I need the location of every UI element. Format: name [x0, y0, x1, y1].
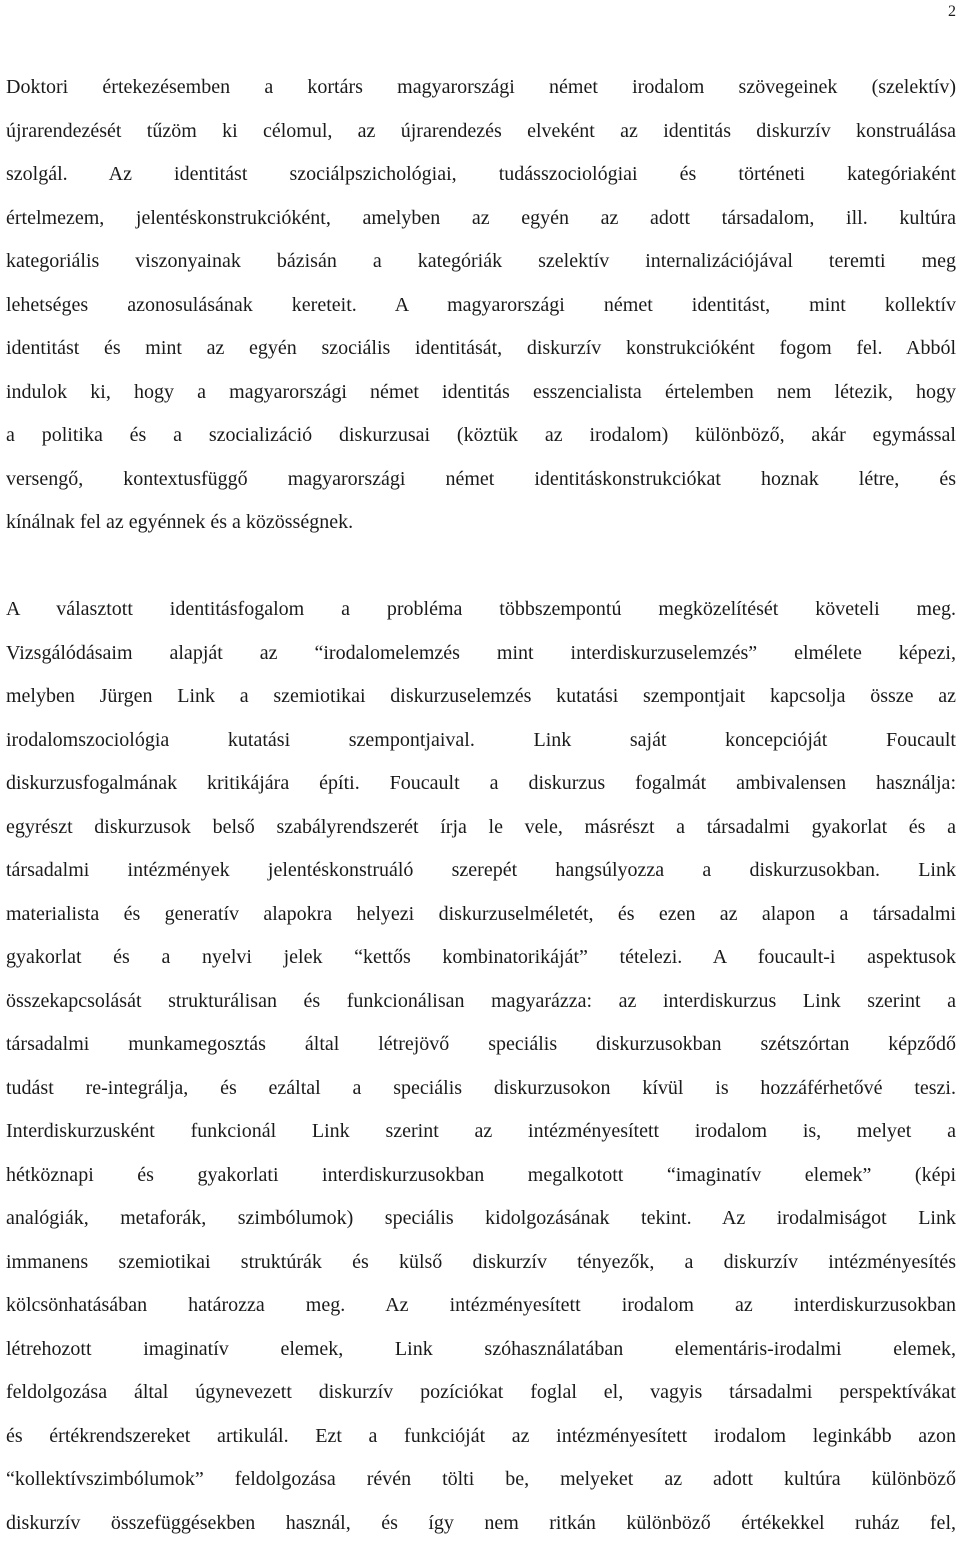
text-line: diskurzív összefüggésekben használ, és így nem ritkán különböző értékekkel ruház fel,	[6, 1502, 956, 1545]
text-line: és értékrendszereket artikulál. Ezt a funkcióját az intézményesített irodalom leginkább azon	[6, 1415, 956, 1459]
text-line: tudást re-integrálja, és ezáltal a speciális diskurzusokon kívül is hozzáférhetővé teszi.	[6, 1067, 956, 1111]
text-line: egyrészt diskurzusok belső szabályrendszerét írja le vele, másrészt a társadalmi gyakorlat és a	[6, 806, 956, 850]
text-line: újrarendezését tűzöm ki célomul, az újrarendezés elveként az identitás diskurzív konstruálása	[6, 110, 956, 154]
text-line: Doktori értekezésemben a kortárs magyarországi német irodalom szövegeinek (szelektív)	[6, 66, 956, 110]
text-line: társadalmi intézmények jelentéskonstruáló szerepét hangsúlyozza a diskurzusokban. Link	[6, 849, 956, 893]
text-line: versengő, kontextusfüggő magyarországi német identitáskonstrukciókat hoznak létre, és	[6, 458, 956, 502]
text-line: kategoriális viszonyainak bázisán a kategóriák szelektív internalizációjával teremti meg	[6, 240, 956, 284]
text-line: A választott identitásfogalom a probléma többszempontú megközelítését követeli meg.	[6, 588, 956, 632]
text-line: indulok ki, hogy a magyarországi német identitás esszencialista értelemben nem létezik, hogy	[6, 371, 956, 415]
text-line: materialista és generatív alapokra helyezi diskurzuselméletét, és ezen az alapon a társadalmi	[6, 893, 956, 937]
text-line: feldolgozása által úgynevezett diskurzív pozíciókat foglal el, vagyis társadalmi perspektívákat	[6, 1371, 956, 1415]
text-line: hétköznapi és gyakorlati interdiskurzusokban megalkotott “imaginatív elemek” (képi	[6, 1154, 956, 1198]
text-line: irodalomszociológia kutatási szempontjaival. Link saját koncepcióját Foucault	[6, 719, 956, 763]
text-line: összekapcsolását strukturálisan és funkcionálisan magyarázza: az interdiskurzus Link szerint a	[6, 980, 956, 1024]
text-line: lehetséges azonosulásának kereteit. A magyarországi német identitást, mint kollektív	[6, 284, 956, 328]
text-line: Vizsgálódásaim alapját az “irodalomelemzés mint interdiskurzuselemzés” elmélete képezi,	[6, 632, 956, 676]
text-line: létrehozott imaginatív elemek, Link szóhasználatában elementáris-irodalmi elemek,	[6, 1328, 956, 1372]
text-line: társadalmi munkamegosztás által létrejövő speciális diskurzusokban szétszórtan képződő	[6, 1023, 956, 1067]
text-line: kölcsönhatásában határozza meg. Az intézményesített irodalom az interdiskurzusokban	[6, 1284, 956, 1328]
text-line: melyben Jürgen Link a szemiotikai diskurzuselemzés kutatási szempontjait kapcsolja össze az	[6, 675, 956, 719]
text-line: kínálnak fel az egyénnek és a közösségnek.	[6, 501, 956, 545]
text-line: immanens szemiotikai struktúrák és külső diskurzív tényezők, a diskurzív intézményesítés	[6, 1241, 956, 1285]
text-line: Interdiskurzusként funkcionál Link szerint az intézményesített irodalom is, melyet a	[6, 1110, 956, 1154]
text-line: értelmezem, jelentéskonstrukcióként, amelyben az egyén az adott társadalom, ill. kultúra	[6, 197, 956, 241]
text-line: gyakorlat és a nyelvi jelek “kettős kombinatorikáját” tételezi. A foucault-i aspektusok	[6, 936, 956, 980]
text-line: identitást és mint az egyén szociális identitását, diskurzív konstrukcióként fogom fel. Abból	[6, 327, 956, 371]
text-line: analógiák, metaforák, szimbólumok) speciális kidolgozásának tekint. Az irodalmiságot Link	[6, 1197, 956, 1241]
paragraph-interdiscourse-theory	[6, 588, 956, 1545]
page-number: 2	[948, 2, 956, 22]
text-line: diskurzusfogalmának kritikájára építi. Foucault a diskurzus fogalmát ambivalensen használja:	[6, 762, 956, 806]
paragraph-identity-intro	[6, 66, 956, 545]
text-line: a politika és a szocializáció diskurzusai (köztük az irodalom) különböző, akár egymással	[6, 414, 956, 458]
text-line: “kollektívszimbólumok” feldolgozása révén tölti be, melyeket az adott kultúra különböző	[6, 1458, 956, 1502]
text-line: szolgál. Az identitást szociálpszichológiai, tudásszociológiai és történeti kategóriaként	[6, 153, 956, 197]
